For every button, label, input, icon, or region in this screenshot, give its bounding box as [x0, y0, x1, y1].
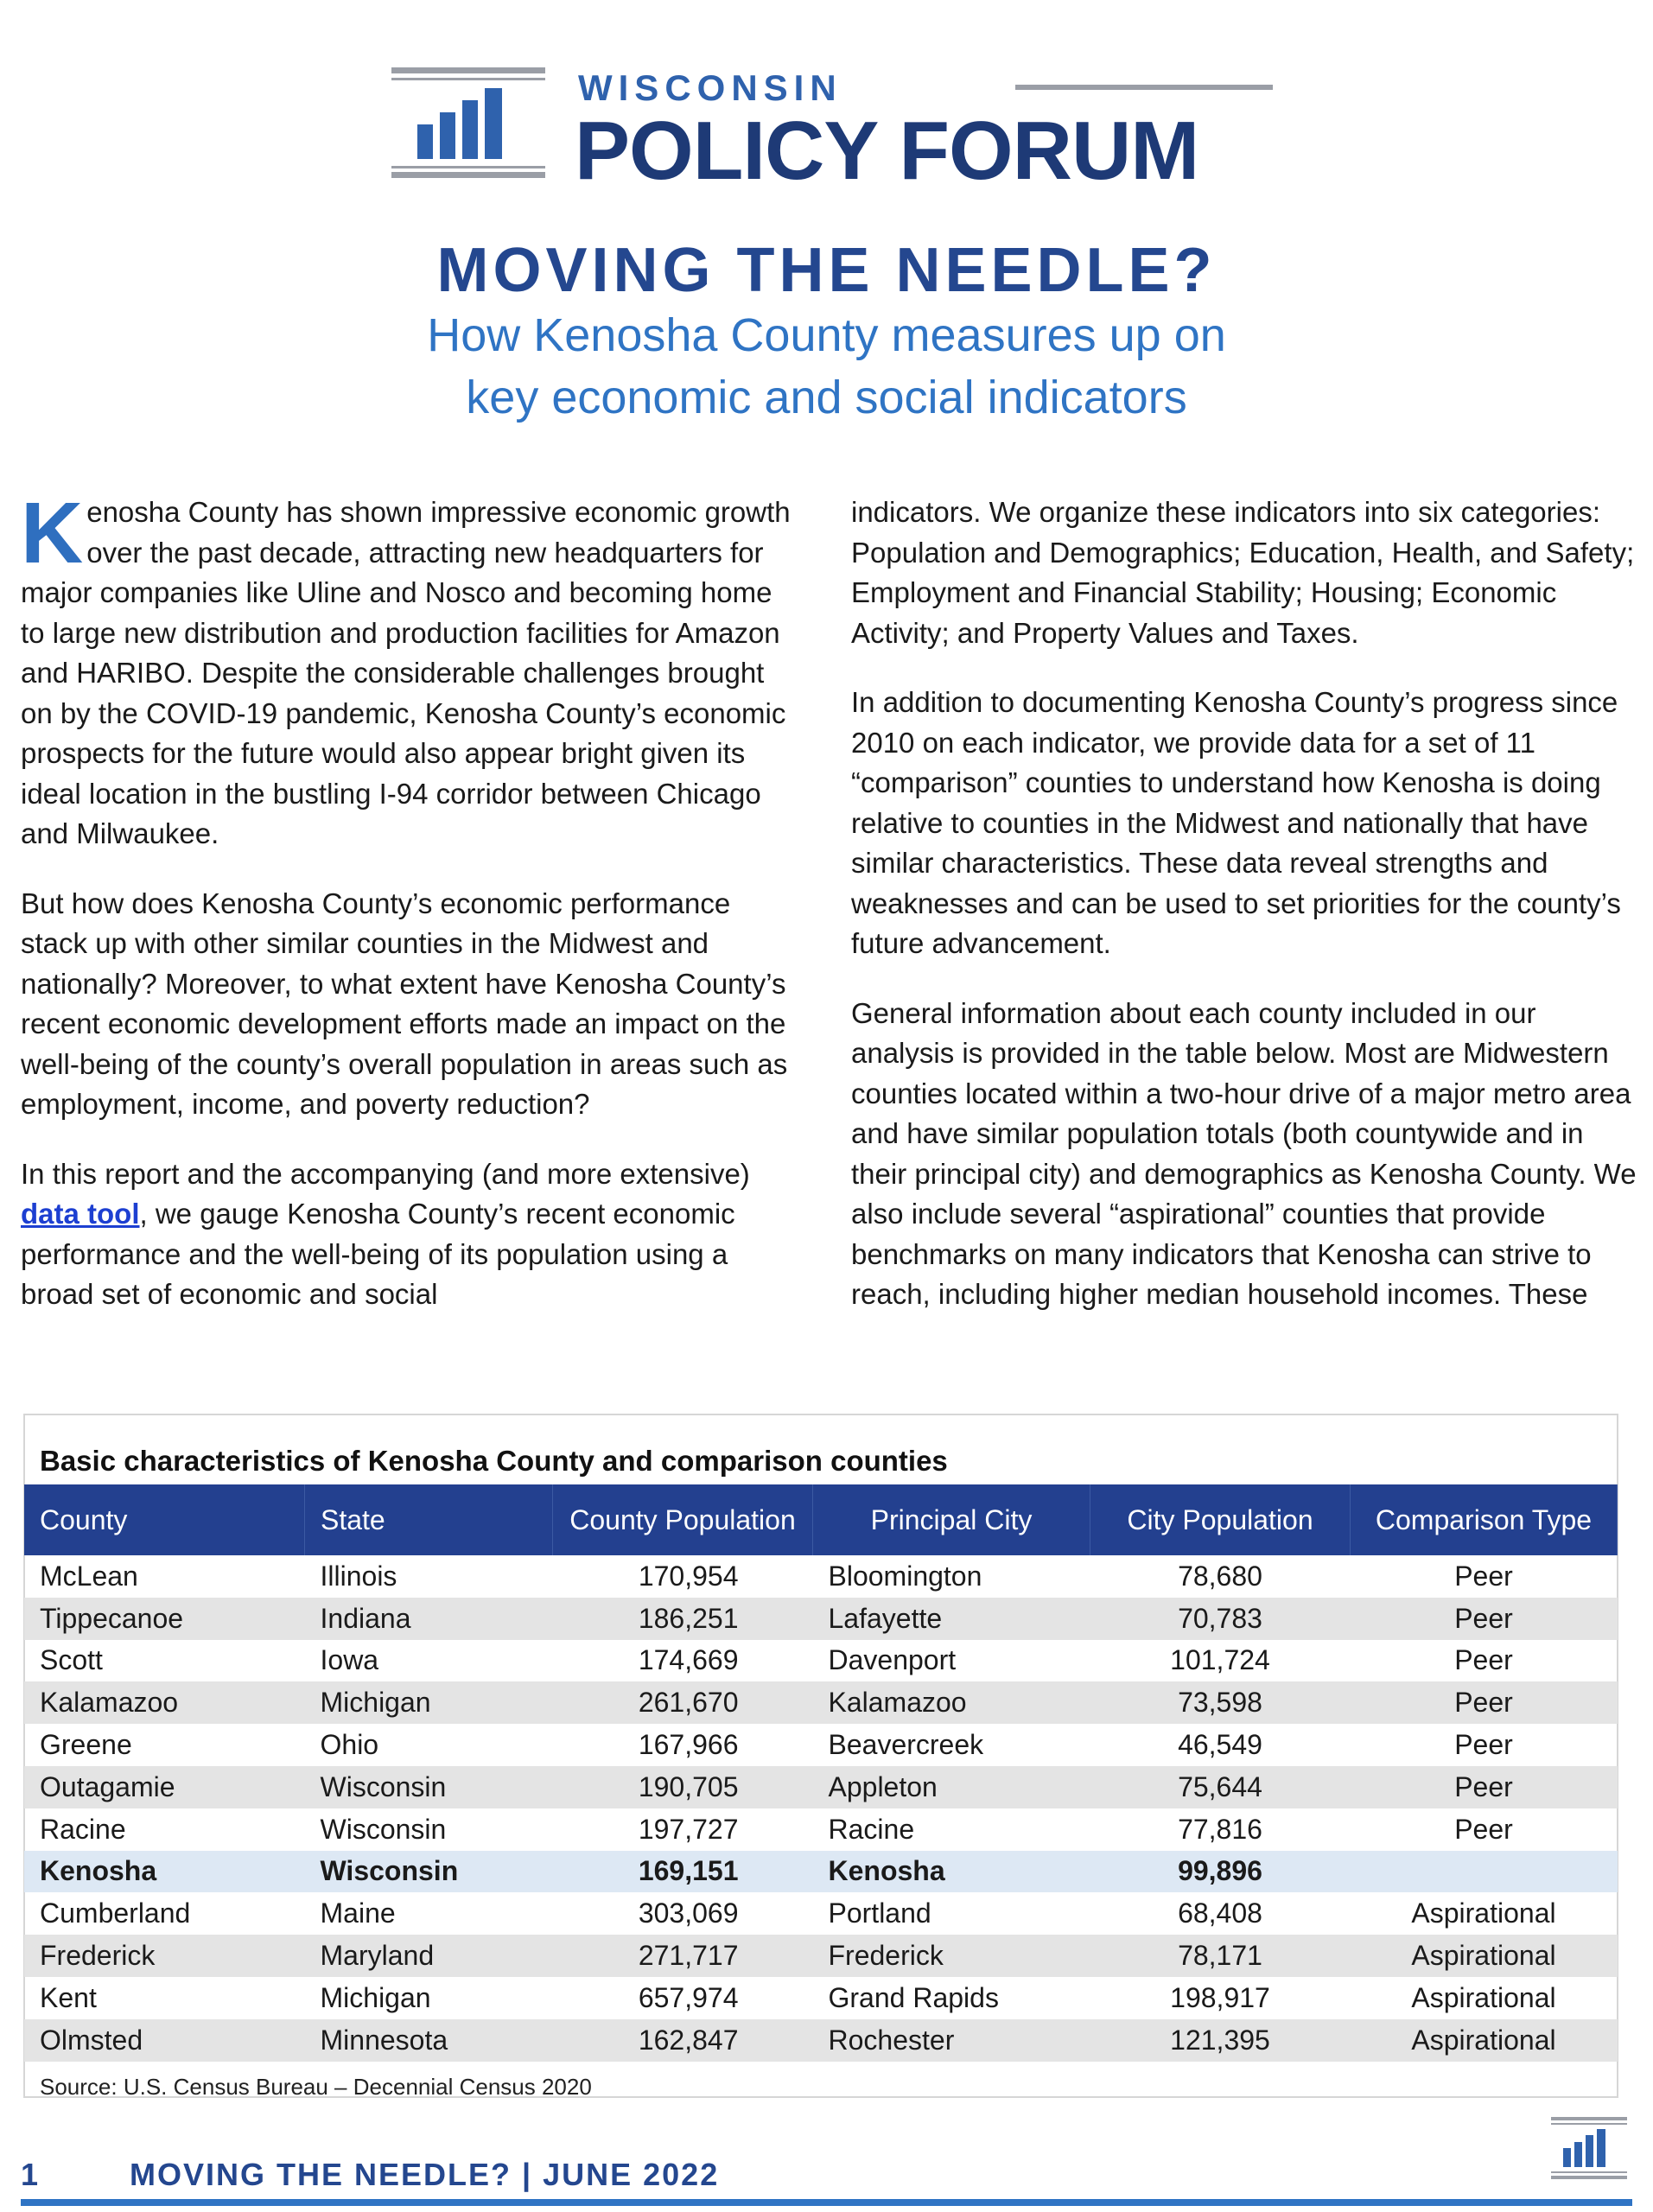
cell-county-population: 162,847: [638, 2024, 739, 2056]
cell-state: Illinois: [320, 1560, 397, 1592]
drop-cap: K: [21, 485, 84, 582]
cell-city-population: 68,408: [1178, 1897, 1262, 1929]
cell-city-population: 77,816: [1178, 1813, 1262, 1845]
table-row: [24, 1977, 1618, 2019]
table-row: [24, 1598, 1618, 1640]
subtitle-line-1: How Kenosha County measures up on: [427, 309, 1226, 361]
footer-title: MOVING THE NEEDLE? | JUNE 2022: [130, 2157, 720, 2192]
cell-county: Kent: [40, 1981, 97, 2013]
cell-city-population: 198,917: [1170, 1981, 1270, 2013]
cell-comparison-type: Peer: [1454, 1770, 1513, 1802]
cell-city-population: 70,783: [1178, 1602, 1262, 1634]
cell-county: Outagamie: [40, 1770, 175, 1802]
cell-comparison-type: Peer: [1454, 1729, 1513, 1761]
table-row: [24, 1681, 1618, 1724]
cell-county-population: 170,954: [638, 1560, 739, 1592]
cell-state: Minnesota: [320, 2024, 448, 2056]
footer-rule: [21, 2199, 1632, 2206]
cell-principal-city: Appleton: [828, 1770, 938, 1802]
cell-comparison-type: Peer: [1454, 1813, 1513, 1845]
table-row: [24, 1555, 1618, 1598]
cell-county: Kalamazoo: [40, 1687, 179, 1719]
header-state: State: [305, 1484, 553, 1555]
table-row: [24, 1935, 1618, 1977]
cell-comparison-type: Aspirational: [1411, 1897, 1556, 1929]
cell-state: Maryland: [320, 1940, 435, 1972]
data-tool-link[interactable]: data tool: [21, 1198, 140, 1230]
cell-principal-city: Kalamazoo: [828, 1687, 967, 1719]
cell-county-population: 261,670: [638, 1687, 739, 1719]
header-city-population: City Population: [1090, 1484, 1351, 1555]
cell-comparison-type: [1351, 1851, 1618, 1893]
cell-city-population: 121,395: [1170, 2024, 1270, 2056]
cell-principal-city: Portland: [828, 1897, 931, 1929]
cell-city-population: 46,549: [1178, 1729, 1262, 1761]
cell-city-population: 99,896: [1178, 1855, 1262, 1887]
header-comparison-type: Comparison Type: [1351, 1484, 1618, 1555]
left-paragraph-1: [21, 485, 798, 855]
logo-policy-forum: POLICY FORUM: [575, 105, 1199, 197]
cell-principal-city: Frederick: [828, 1940, 944, 1972]
header-county-population: County Population: [553, 1484, 813, 1555]
cell-city-population: 73,598: [1178, 1687, 1262, 1719]
cell-comparison-type: Aspirational: [1411, 1981, 1556, 2013]
cell-principal-city: Lafayette: [828, 1602, 943, 1634]
cell-county: Olmsted: [40, 2024, 143, 2056]
cell-county: Tippecanoe: [40, 1602, 184, 1634]
cell-county-population: 167,966: [638, 1729, 739, 1761]
cell-state: Michigan: [320, 1981, 431, 2013]
right-paragraph-3: General information about each county included in our analysis is provided in the table below. Most are Midwestern counties located within a two-hour drive of a major metro area and have similar population totals (both countywide and in their principal city) and demographics as Kenosha County. We also include several “aspirational” counties that provide benchmarks on many indicators that Kenosha can strive to reach, including higher median household incomes. These: [851, 996, 1637, 1310]
cell-county: McLean: [40, 1560, 138, 1592]
cell-county: Cumberland: [40, 1897, 191, 1929]
cell-comparison-type: Aspirational: [1411, 1940, 1556, 1972]
cell-principal-city: Racine: [828, 1813, 915, 1845]
cell-county-population: 190,705: [638, 1770, 739, 1802]
logo-wisconsin: WISCONSIN: [578, 67, 842, 108]
cell-county: Racine: [40, 1813, 126, 1845]
cell-state: Ohio: [320, 1729, 379, 1761]
cell-county-population: 657,974: [638, 1981, 739, 2013]
left-column: [21, 485, 798, 1344]
table-row: [24, 1892, 1618, 1935]
footer-logo-icon: [1551, 2117, 1627, 2179]
cell-county-population: 271,717: [638, 1940, 739, 1972]
cell-city-population: 78,680: [1178, 1560, 1262, 1592]
header-principal-city: Principal City: [813, 1484, 1090, 1555]
cell-county-population: 197,727: [638, 1813, 739, 1845]
cell-state: Wisconsin: [320, 1813, 447, 1845]
left-paragraph-3: [21, 1154, 798, 1315]
table-row: [24, 1724, 1618, 1766]
left-paragraph-3-end: , we gauge Kenosha County’s recent economic performance and the well-being of its population using a broad set of economic and social: [21, 1198, 735, 1310]
cell-principal-city: Bloomington: [828, 1560, 982, 1592]
cell-county: Greene: [40, 1729, 132, 1761]
subtitle-line-2: key economic and social indicators: [466, 372, 1187, 423]
table-row: [24, 1808, 1618, 1851]
table-source: Source: U.S. Census Bureau – Decennial Census 2020: [40, 2074, 592, 2100]
header-county: County: [24, 1484, 305, 1555]
cell-state: Wisconsin: [320, 1770, 447, 1802]
cell-county: Scott: [40, 1644, 103, 1676]
left-paragraph-3-start: In this report and the accompanying (and more extensive): [21, 1157, 750, 1190]
cell-principal-city: Kenosha: [828, 1855, 945, 1887]
cell-principal-city: Rochester: [828, 2024, 955, 2056]
cell-principal-city: Grand Rapids: [828, 1981, 999, 2013]
cell-comparison-type: Aspirational: [1411, 2024, 1556, 2056]
cell-comparison-type: Peer: [1454, 1560, 1513, 1592]
cell-comparison-type: Peer: [1454, 1602, 1513, 1634]
right-paragraph-1: indicators. We organize these indicators into six categories: Population and Demographics; Education, Health, and Safety; Employment and Financial Stability; Housing; Economic Activity; and Property Values and Taxes.: [851, 496, 1635, 649]
cell-city-population: 101,724: [1170, 1644, 1270, 1676]
cell-city-population: 75,644: [1178, 1770, 1262, 1802]
cell-state: Iowa: [320, 1644, 379, 1676]
cell-state: Wisconsin: [320, 1855, 459, 1887]
right-paragraph-2: In addition to documenting Kenosha County’s progress since 2010 on each indicator, we provide data for a set of 11 “comparison” counties to understand how Kenosha is doing relative to counties in the Midwest and nationally that have similar characteristics. These data reveal strengths and weaknesses and can be used to set priorities for the county’s future advancement.: [851, 686, 1621, 959]
cell-county-population: 186,251: [638, 1602, 739, 1634]
cell-state: Maine: [320, 1897, 396, 1929]
cell-county-population: 169,151: [638, 1855, 739, 1887]
table-row: [24, 1851, 1618, 1893]
cell-county-population: 174,669: [638, 1644, 739, 1676]
cell-comparison-type: Peer: [1454, 1687, 1513, 1719]
table-body: [24, 1555, 1618, 2062]
table-row: [24, 1640, 1618, 1682]
left-paragraph-1-text: enosha County has shown impressive economic growth over the past decade, attracting new headquarters for major companies like Uline and Nosco and becoming home to large new distribution and production facilities for Amazon and HARIBO. Despite the considerable challenges brought on by the COVID-19 pandemic, Kenosha County’s economic prospects for the future would also appear bright given its ideal location in the bustling I-94 corridor between Chicago and Milwaukee.: [21, 496, 791, 849]
wpf-logo: [391, 67, 1273, 197]
page-title: MOVING THE NEEDLE?: [436, 236, 1217, 305]
left-paragraph-2: But how does Kenosha County’s economic performance stack up with other similar counties in the Midwest and nationally? Moreover, to what extent have Kenosha County’s recent economic development efforts made an impact on the well-being of the county’s overall population in areas such as employment, income, and poverty reduction?: [21, 887, 788, 1120]
cell-principal-city: Beavercreek: [828, 1729, 984, 1761]
cell-city-population: 78,171: [1178, 1940, 1262, 1972]
cell-state: Indiana: [320, 1602, 411, 1634]
cell-principal-city: Davenport: [828, 1644, 957, 1676]
cell-county-population: 303,069: [638, 1897, 739, 1929]
table-title: Basic characteristics of Kenosha County and comparison counties: [40, 1445, 948, 1477]
table-row: [24, 1766, 1618, 1808]
right-column: [851, 493, 1637, 1344]
cell-state: Michigan: [320, 1687, 431, 1719]
cell-county: Frederick: [40, 1940, 156, 1972]
cell-county: Kenosha: [40, 1855, 157, 1887]
comparison-table: [24, 1484, 1618, 2062]
table-header-row: [24, 1484, 1618, 1555]
table-row: [24, 2019, 1618, 2062]
bar-chart-logo-icon: [391, 67, 545, 180]
cell-comparison-type: Peer: [1454, 1644, 1513, 1676]
page-subtitle: [0, 304, 1653, 429]
page-number: 1: [21, 2157, 39, 2192]
